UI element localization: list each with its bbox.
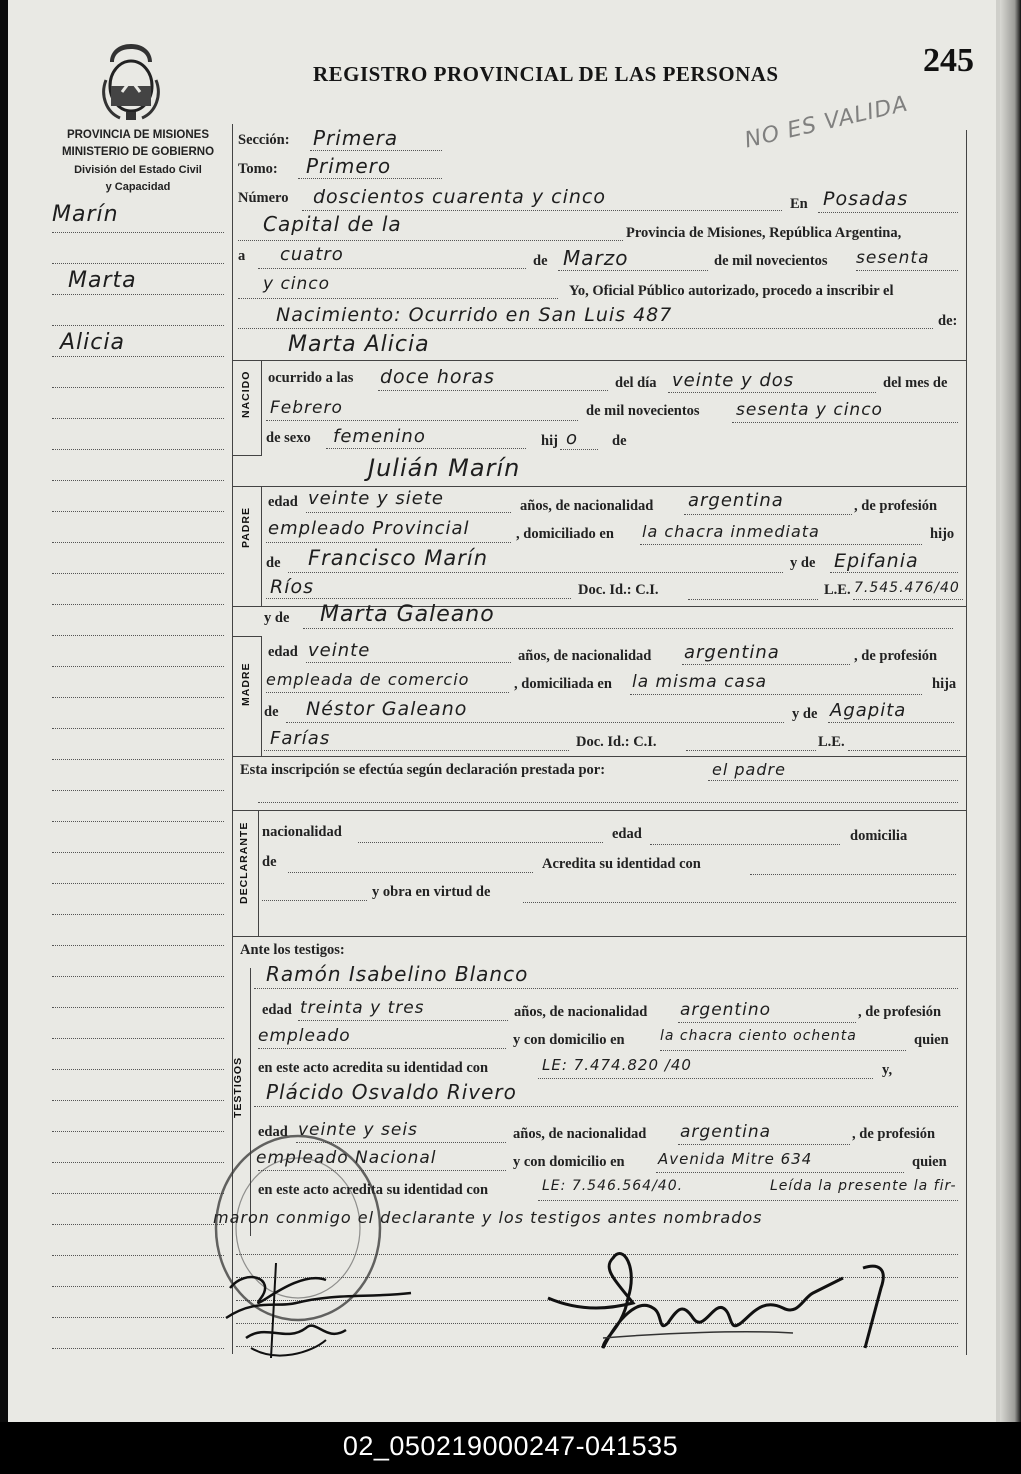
label-madre-y-de: y de	[264, 610, 290, 626]
label-t2-acredita: en este acto acredita su identidad con	[258, 1182, 489, 1198]
value-t1-edad: treinta y tres	[300, 998, 425, 1018]
line-mes-nac	[266, 420, 578, 421]
line-abuelo-m	[286, 722, 784, 723]
line-testigo2	[254, 1106, 958, 1107]
value-dia-inscripcion: cuatro	[280, 244, 344, 265]
value-padre-prof: empleado Provincial	[268, 518, 470, 539]
line-padre-edad	[306, 512, 511, 513]
margin-dotted-line	[52, 976, 224, 977]
rule-declarante-bottom	[232, 936, 967, 937]
label-padre-dom: , domiciliado en	[516, 526, 614, 542]
value-numero: doscientos cuarenta y cinco	[313, 186, 606, 208]
margin-dotted-line	[52, 542, 224, 543]
value-declarado-por: el padre	[712, 760, 786, 779]
rule-nacido-bottom	[232, 455, 262, 456]
value-nombre-nacido: Marta Alicia	[288, 332, 430, 357]
value-t2-edad: veinte y seis	[298, 1120, 418, 1140]
label-decl-nacionalidad: nacionalidad	[262, 824, 342, 840]
line-madre-nombre	[303, 628, 953, 629]
line-abuela-p	[830, 572, 958, 573]
value-mes-inscripcion: Marzo	[563, 246, 629, 270]
margin-dotted-line	[52, 325, 224, 326]
label-provincia: Provincia de Misiones, República Argentina,	[626, 225, 902, 241]
margin-dotted-line	[52, 418, 224, 419]
line-decl-en	[288, 872, 533, 873]
value-padre-le: 7.545.476/40	[854, 580, 960, 596]
label-de-mil-nac: de mil novecientos	[586, 403, 700, 419]
value-anio-1: sesenta	[856, 248, 930, 268]
margin-dotted-line	[52, 1255, 224, 1256]
label-padre-y-de: y de	[790, 555, 816, 571]
line-madre-dom	[630, 694, 922, 695]
label-madre-edad: edad	[268, 644, 298, 660]
line-madre-edad	[306, 662, 511, 663]
value-dia-nac: veinte y dos	[672, 370, 795, 391]
witness-signature-icon	[216, 1248, 431, 1368]
label-padre-le: L.E.	[824, 582, 851, 598]
margin-dotted-line	[52, 728, 224, 729]
label-t2-quien: quien	[912, 1154, 947, 1170]
coat-of-arms-icon	[100, 40, 162, 122]
label-madre-de: de	[264, 704, 279, 720]
margin-dotted-line	[52, 697, 224, 698]
value-t2-nac: argentina	[680, 1122, 772, 1142]
label-t2-prof: , de profesión	[852, 1126, 936, 1142]
line-dia	[668, 392, 876, 393]
label-numero: Número	[238, 190, 289, 206]
value-closing-2: maron conmigo el declarante y los testigos antes nombrados	[213, 1208, 763, 1227]
value-abuelo-p: Francisco Marín	[308, 546, 489, 570]
label-t1-nac: años, de nacionalidad	[514, 1004, 648, 1020]
label-madre-prof: , de profesión	[854, 648, 938, 664]
line-decl-edad	[650, 844, 840, 845]
margin-note-name1: Marta	[68, 268, 137, 293]
margin-dotted-line	[52, 635, 224, 636]
line-decl-obra	[523, 902, 956, 903]
rule-padre-side	[261, 486, 262, 606]
line-t1-edad	[298, 1020, 508, 1021]
value-madre-prof: empleada de comercio	[266, 670, 470, 689]
label-decl-edad: edad	[612, 826, 642, 842]
value-madre-nac: argentina	[684, 642, 780, 663]
line-madre-le	[848, 750, 960, 751]
label-t1-prof: , de profesión	[858, 1004, 942, 1020]
line-hora	[378, 390, 608, 391]
frame-right-border	[966, 130, 967, 1355]
value-en-lugar: Posadas	[823, 188, 909, 210]
margin-dotted-line	[52, 1348, 224, 1349]
value-t2-le: LE: 7.546.564/40.	[542, 1178, 684, 1194]
section-label-padre: PADRE	[240, 507, 252, 548]
label-t2-edad: edad	[258, 1124, 288, 1140]
line-decl-nac	[358, 842, 603, 843]
value-testigo1: Ramón Isabelino Blanco	[266, 962, 529, 986]
line-anio	[856, 270, 958, 271]
line-decl-acredita	[750, 874, 956, 875]
line-t2-dom	[656, 1172, 904, 1173]
line-padre-prof	[266, 542, 511, 543]
value-tomo: Primero	[306, 154, 392, 178]
margin-dotted-line	[52, 1007, 224, 1008]
line-abuela-m	[828, 722, 954, 723]
line-padre-le	[853, 599, 963, 600]
label-madre-y-de2: y de	[792, 706, 818, 722]
watermark-stamp: NO ES VALIDA	[742, 91, 911, 154]
margin-dotted-line	[52, 883, 224, 884]
rule-madre-side	[261, 636, 262, 756]
section-label-declarante: DECLARANTE	[238, 821, 250, 904]
line-padre-dom	[640, 544, 922, 545]
agency-line-1: PROVINCIA DE MISIONES	[66, 129, 210, 141]
page-number: 245	[923, 42, 974, 79]
registry-page	[8, 0, 1006, 1422]
rule-nacido-top	[232, 360, 967, 361]
footer-code: 02_050219000247-041535	[0, 1422, 1021, 1474]
margin-dotted-line	[52, 511, 224, 512]
margin-dotted-line	[52, 1193, 224, 1194]
label-decl-obra: y obra en virtud de	[372, 884, 491, 900]
label-del-mes: del mes de	[883, 375, 948, 391]
rule-declarante-top	[232, 810, 967, 811]
value-anio-2: y cinco	[263, 274, 331, 294]
line-abuela-p2	[266, 598, 571, 599]
value-t2-dom: Avenida Mitre 634	[658, 1150, 813, 1168]
label-madre-nac: años, de nacionalidad	[518, 648, 652, 664]
line-abuela-m2	[264, 750, 569, 751]
label-decl-domicilia: domicilia	[850, 828, 908, 844]
line-t1-le	[538, 1078, 873, 1079]
line-t2-le	[538, 1200, 958, 1201]
margin-dotted-line	[52, 759, 224, 760]
label-del-dia: del día	[615, 375, 657, 391]
value-madre-edad: veinte	[308, 640, 371, 661]
margin-note-surname: Marín	[52, 202, 119, 227]
value-abuela-p2: Ríos	[270, 576, 315, 598]
value-abuela-m: Agapita	[830, 700, 907, 721]
line-abuelo-p	[288, 572, 783, 573]
value-closing-1: Leída la presente la fir-	[770, 1178, 957, 1194]
line-capital	[238, 240, 623, 241]
label-madre-doc: Doc. Id.: C.I.	[576, 734, 657, 750]
value-t1-nac: argentino	[680, 1000, 771, 1020]
label-t1-edad: edad	[262, 1002, 292, 1018]
margin-dotted-line	[52, 1131, 224, 1132]
margin-dotted-line	[52, 852, 224, 853]
officer-signature-icon	[543, 1238, 893, 1363]
line-decl-obra-pre	[262, 900, 367, 901]
label-a: a	[238, 248, 246, 264]
label-t2-dom: y con domicilio en	[513, 1154, 625, 1170]
line-padre-ci	[688, 599, 818, 600]
label-en: En	[790, 196, 808, 212]
label-padre-doc: Doc. Id.: C.I.	[578, 582, 659, 598]
rule-padre-top	[232, 486, 967, 487]
margin-dotted-line	[52, 790, 224, 791]
line-t1-nac	[678, 1022, 856, 1023]
margin-dotted-line	[52, 1162, 224, 1163]
line-t1-dom	[660, 1050, 906, 1051]
margin-dotted-line	[52, 356, 224, 357]
value-t1-prof: empleado	[258, 1026, 351, 1046]
line-tomo	[298, 178, 442, 179]
margin-dotted-line	[52, 232, 224, 233]
value-padre-edad: veinte y siete	[308, 488, 444, 509]
label-t1-quien: quien	[914, 1032, 949, 1048]
label-ocurrido: ocurrido a las	[268, 370, 354, 386]
label-seccion: Sección:	[238, 132, 290, 148]
label-padre-hijo: hijo	[930, 526, 955, 542]
margin-dotted-line	[52, 604, 224, 605]
line-sexo	[326, 448, 526, 449]
line-declarado	[708, 780, 958, 781]
page-edge	[1000, 0, 1021, 1422]
label-de-mil: de mil novecientos	[714, 253, 828, 269]
line-madre-nac	[682, 664, 850, 665]
line-numero	[302, 210, 782, 211]
label-decl-acredita: Acredita su identidad con	[542, 856, 701, 872]
margin-dotted-line	[52, 449, 224, 450]
rule-nacido-side	[261, 360, 262, 456]
label-ante-testigos: Ante los testigos:	[240, 942, 345, 958]
margin-dotted-line	[52, 1100, 224, 1101]
label-padre-de: de	[266, 555, 281, 571]
line-acto	[238, 328, 933, 329]
label-t1-acredita: en este acto acredita su identidad con	[258, 1060, 489, 1076]
agency-line-2: MINISTERIO DE GOBIERNO	[61, 146, 215, 158]
label-padre-nac: años, de nacionalidad	[520, 498, 654, 514]
label-padre-prof: , de profesión	[854, 498, 938, 514]
line-t2-nac	[678, 1144, 850, 1145]
label-y-coma: y,	[882, 1062, 893, 1078]
label-de-mes: de	[533, 253, 548, 269]
label-de-padres: de	[612, 433, 627, 449]
label-madre-dom: , domiciliada en	[514, 676, 612, 692]
label-inscripcion: Esta inscripción se efectúa según declaración prestada por:	[240, 762, 606, 778]
value-padre-nombre: Julián Marín	[368, 454, 521, 482]
line-seccion	[310, 150, 442, 151]
agency-line-3: División del Estado Civil	[74, 164, 202, 176]
value-hijo-o: o	[566, 428, 579, 449]
line-mes	[558, 270, 708, 271]
value-mes-nac: Febrero	[270, 398, 343, 418]
section-label-testigos: TESTIGOS	[232, 1056, 244, 1118]
label-t1-dom: y con domicilio en	[513, 1032, 625, 1048]
value-acto: Nacimiento: Ocurrido en San Luis 487	[276, 304, 673, 326]
line-a	[258, 268, 526, 269]
label-padre-edad: edad	[268, 494, 298, 510]
rule-madre-bottom	[232, 756, 967, 757]
value-t1-dom: la chacra ciento ochenta	[660, 1028, 857, 1044]
value-madre-nombre: Marta Galeano	[320, 602, 495, 627]
value-abuela-m2: Farías	[270, 728, 331, 749]
section-label-nacido: NACIDO	[240, 370, 252, 418]
label-sexo: de sexo	[266, 430, 311, 446]
label-madre-le: L.E.	[818, 734, 845, 750]
margin-dotted-line	[52, 914, 224, 915]
margin-note-name2: Alicia	[60, 330, 125, 355]
value-t2-prof: empleado Nacional	[256, 1148, 437, 1168]
label-decl-en: de	[262, 854, 277, 870]
label-de-colon: de:	[938, 313, 958, 329]
value-seccion: Primera	[313, 126, 399, 150]
line-anio-nac	[732, 422, 958, 423]
margin-dotted-line	[52, 821, 224, 822]
line-anio-2	[238, 298, 558, 299]
line-padre-nac	[684, 514, 852, 515]
margin-dotted-line	[52, 573, 224, 574]
value-abuelo-m: Néstor Galeano	[306, 698, 468, 720]
document-title: REGISTRO PROVINCIAL DE LAS PERSONAS	[313, 62, 779, 86]
line-hijo	[560, 449, 598, 450]
value-hora: doce horas	[380, 366, 495, 388]
line-t1-prof	[258, 1048, 506, 1049]
margin-dotted-line	[52, 1317, 224, 1318]
agency-line-4: y Capacidad	[105, 181, 171, 193]
value-t1-le: LE: 7.474.820 /40	[542, 1056, 692, 1074]
margin-dotted-line	[52, 945, 224, 946]
value-sexo: femenino	[333, 426, 426, 447]
margin-dotted-line	[52, 1224, 224, 1225]
margin-dotted-line	[52, 1038, 224, 1039]
value-capital: Capital de la	[263, 212, 402, 236]
label-t2-nac: años, de nacionalidad	[513, 1126, 647, 1142]
value-anio-nac: sesenta y cinco	[736, 400, 883, 420]
section-label-madre: MADRE	[240, 662, 252, 706]
value-madre-dom: la misma casa	[632, 672, 768, 692]
margin-dotted-line	[52, 480, 224, 481]
value-abuela-p: Epifania	[834, 550, 919, 572]
line-madre-prof	[266, 692, 509, 693]
line-declarante-nombre	[258, 802, 958, 803]
margin-dotted-line	[52, 1286, 224, 1287]
margin-dotted-line	[52, 263, 224, 264]
value-padre-nac: argentina	[688, 490, 784, 511]
margin-dotted-line	[52, 1069, 224, 1070]
margin-dotted-line	[52, 387, 224, 388]
line-en	[818, 212, 958, 213]
label-madre-hija: hija	[932, 676, 957, 692]
rule-madre-top	[232, 636, 262, 637]
value-testigo2: Plácido Osvaldo Rivero	[266, 1080, 517, 1104]
margin-dotted-line	[52, 294, 224, 295]
label-tomo: Tomo:	[238, 161, 278, 177]
rule-declarante-side	[258, 810, 259, 936]
value-padre-dom: la chacra inmediata	[642, 522, 820, 541]
label-hijo: hij	[541, 433, 558, 449]
margin-dotted-line	[52, 666, 224, 667]
line-testigo1	[254, 988, 958, 989]
line-madre-ci	[686, 750, 816, 751]
label-yo-oficial: Yo, Oficial Público autorizado, procedo a inscribir el	[569, 283, 894, 299]
